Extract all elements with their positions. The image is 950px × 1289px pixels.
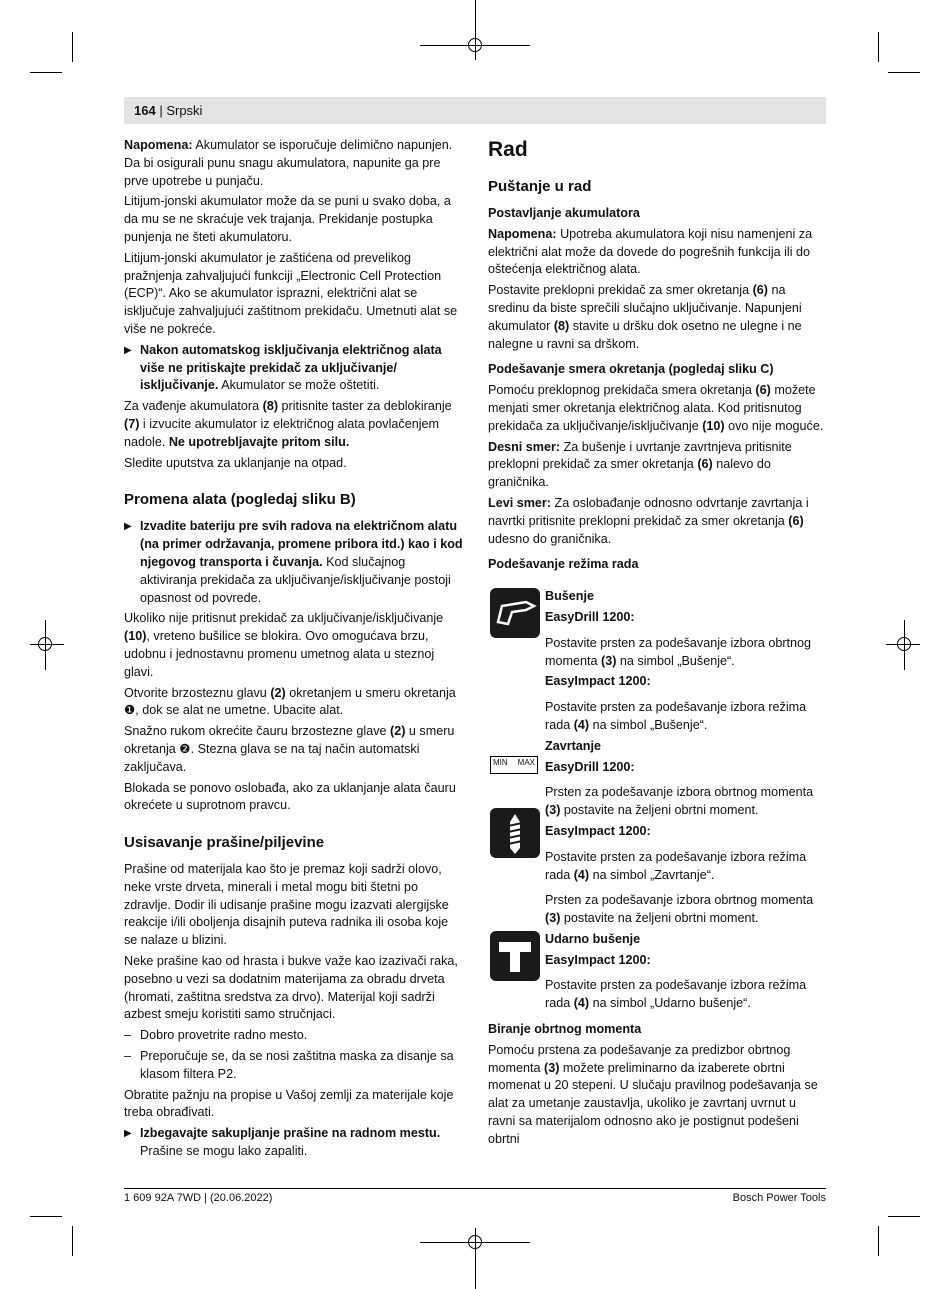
paragraph bbox=[488, 439, 826, 492]
footer-divider bbox=[124, 1188, 826, 1189]
warning-bullet bbox=[124, 1125, 464, 1161]
dash-bullet: – bbox=[124, 1028, 132, 1043]
paragraph bbox=[124, 685, 464, 721]
text: Postavite prsten za podešavanje izbora režima rada bbox=[545, 849, 807, 882]
text: Prsten za podešavanje izbora obrtnog momenta bbox=[545, 893, 814, 908]
page-number: 164 bbox=[134, 103, 156, 118]
mode-model: EasyImpact 1200: bbox=[545, 674, 651, 689]
text: Otvorite brzosteznu glavu bbox=[124, 685, 271, 700]
text: okretanjem u smeru okretanja ❶, dok se alat ne umetne. Ubacite alat. bbox=[124, 685, 456, 718]
note-label: Napomena: bbox=[488, 226, 557, 241]
screw-icon bbox=[490, 808, 540, 858]
list-item-text: Preporučuje se, da se nosi zaštitna maska za disanje sa klasom filtera P2. bbox=[140, 1049, 454, 1081]
crop-mark bbox=[30, 1216, 62, 1217]
text: Pomoću prstena za podešavanje za predizbor obrtnog momenta bbox=[488, 1042, 791, 1075]
registration-mark-icon bbox=[468, 1235, 482, 1249]
registration-mark-icon bbox=[38, 637, 52, 651]
text: stavite u dršku dok osetno ne ulegne i ne nalegne u ravni sa drškom. bbox=[488, 318, 802, 351]
text: možete preliminarno da izaberete obrtni momenat u 20 stepeni. U slučaju pravilnog podešavanja se alat za umetanje zaustavlja, ukoliko je zavrtanj uvrnut u ravni sa materijalom odnosno ako je postignut podešeni obrtni bbox=[488, 1060, 818, 1146]
crop-mark bbox=[30, 72, 62, 73]
ref-number: (3) bbox=[545, 803, 561, 818]
label: Levi smer: bbox=[488, 495, 551, 510]
paragraph bbox=[545, 892, 826, 928]
text: na simbol „Bušenje“. bbox=[616, 653, 735, 668]
text: na simbol „Bušenje“. bbox=[589, 717, 708, 732]
paragraph bbox=[124, 398, 464, 451]
text: Postavite prsten za podešavanje izbora obrtnog momenta bbox=[545, 635, 812, 668]
ref-number: (6) bbox=[755, 383, 771, 398]
footer-doc-id: 1 609 92A 7WD | (20.06.2022) bbox=[124, 1192, 273, 1204]
paragraph bbox=[488, 1042, 826, 1149]
crop-mark bbox=[888, 72, 920, 73]
max-label: MAX bbox=[517, 757, 535, 767]
triangle-bullet-icon: ▶ bbox=[124, 344, 132, 356]
text: na simbol „Zavrtanje“. bbox=[589, 867, 715, 882]
note-label: Napomena: bbox=[124, 138, 193, 152]
page-header: 164 | Srpski bbox=[134, 103, 203, 118]
triangle-bullet-icon: ▶ bbox=[124, 521, 132, 533]
section-heading: Usisavanje prašine/piljevine bbox=[124, 834, 325, 852]
bullet-bold: Izvadite bateriju pre svih radova na električnom alatu (na primer održavanja, promene pribora itd.) kao i kod njegovog transporta i čuvanja. bbox=[140, 519, 463, 569]
bullet-text: Akumulator se može oštetiti. bbox=[218, 378, 380, 393]
note-text: Akumulator se isporučuje delimično napunjen. Da bi osigurali punu snagu akumulatora, napunite ga pre prve upotrebe u punjaču. bbox=[124, 138, 453, 188]
paragraph bbox=[488, 495, 826, 548]
list-item bbox=[124, 1048, 464, 1084]
paragraph: Obratite pažnju na propise u Vašoj zemlji za materijale koje treba obrađivati. bbox=[124, 1087, 454, 1120]
crop-mark bbox=[878, 1226, 879, 1256]
paragraph: Neke prašine kao od hrasta i bukve važe kao izazivači raka, posebno u vezi sa dodatnim materijama za obradu drveta (hromati, zaštitna sredstva za drvo). Materijal koji sadrži azbest smeju koristiti samo stručnjaci. bbox=[124, 954, 458, 1022]
paragraph: Prašine od materijala kao što je premaz koji sadrži olovo, neke vrste drveta, minerali i metal mogu biti štetni po zdravlje. Dodir ili udisanje prašine mogu izazvati alergijske reakcije i/ili oboljenja disajnih puteva radnika ili osoba koje se nalaze u blizini. bbox=[124, 862, 449, 948]
text: Za vađenje akumulatora bbox=[124, 399, 263, 414]
text: Za oslobađanje odnosno odvrtanje zavrtanja i navrtki pritisnite preklopni prekidač za smer okretanja bbox=[488, 495, 809, 528]
paragraph bbox=[124, 723, 464, 776]
crop-mark bbox=[72, 32, 73, 62]
ref-number: (7) bbox=[124, 416, 140, 431]
ref-number: (6) bbox=[697, 457, 713, 472]
paragraph: Blokada se ponovo oslobađa, ako za uklanjanje alata čauru okrećete u suprotnom pravcu. bbox=[124, 780, 456, 813]
note-text: Upotreba akumulatora koji nisu namenjeni za električni alat može da dovede do pogrešnih funkcija ili do oštećenja električnog alata. bbox=[488, 226, 813, 277]
text: postavite na željeni obrtni moment. bbox=[560, 803, 759, 818]
paragraph: Litijum-jonski akumulator može da se puni u svako doba, a da mu se ne skraćuje vek trajanja. Prekidanje postupka punjenja ne šteti akumulatoru. bbox=[124, 194, 451, 244]
text: postavite na željeni obrtni moment. bbox=[560, 911, 759, 926]
mode-title: Udarno bušenje bbox=[545, 931, 641, 946]
mode-model: EasyImpact 1200: bbox=[545, 952, 651, 967]
mode-screwdriving bbox=[488, 738, 826, 928]
mode-model: EasyDrill 1200: bbox=[545, 609, 635, 624]
label: Desni smer: bbox=[488, 439, 561, 454]
bullet-bold: Nakon automatskog isključivanja električnog alata više ne pritiskajte prekidač za uključivanje/ isključivanje. bbox=[140, 342, 442, 393]
section-heading: Promena alata (pogledaj sliku B) bbox=[124, 491, 356, 509]
mode-title: Bušenje bbox=[545, 589, 594, 604]
paragraph: Sledite uputstva za uklanjanje na otpad. bbox=[124, 455, 347, 470]
footer-brand: Bosch Power Tools bbox=[732, 1192, 826, 1204]
list-item-text: Dobro provetrite radno mesto. bbox=[140, 1028, 308, 1043]
ref-number: (2) bbox=[390, 724, 406, 739]
text: Za bušenje i uvrtanje zavrtnjeva pritisnite preklopni prekidač za smer okretanja bbox=[488, 439, 792, 472]
paragraph: Litijum-jonski akumulator je zaštićena od prevelikog pražnjenja zahvaljujući funkciji „Electronic Cell Protection (ECP)“. Ako se akumulator isprazni, električni alat se isključuje zahvaljujući zaštitnom prekidaču. Umetnuti alat se više ne pokreće. bbox=[124, 250, 458, 336]
text: Postavite preklopni prekidač za smer okretanja bbox=[488, 283, 753, 298]
min-label: MIN bbox=[493, 757, 508, 767]
text: Postavite prsten za podešavanje izbora režima rada bbox=[545, 978, 807, 1011]
left-column bbox=[124, 137, 464, 1164]
warning-bullet bbox=[124, 342, 464, 395]
subsection-heading: Biranje obrtnog momenta bbox=[488, 1022, 642, 1037]
chapter-heading: Rad bbox=[488, 138, 528, 161]
ref-number: (4) bbox=[573, 867, 590, 882]
text: u smeru okretanja ❷. Stezna glava se na taj način automatski zaključava. bbox=[124, 724, 455, 774]
registration-mark-icon bbox=[897, 637, 911, 651]
text: pritisnite taster za deblokiranje bbox=[278, 399, 452, 414]
right-column bbox=[488, 137, 826, 1152]
ref-number: (4) bbox=[573, 717, 590, 732]
mode-title: Zavrtanje bbox=[545, 738, 601, 753]
registration-mark-icon bbox=[468, 38, 482, 52]
paragraph bbox=[545, 635, 826, 671]
subsection-heading: Podešavanje režima rada bbox=[488, 557, 639, 572]
subsection-heading: Postavljanje akumulatora bbox=[488, 206, 640, 220]
mode-model: EasyDrill 1200: bbox=[545, 759, 635, 774]
ref-number: (3) bbox=[545, 911, 561, 926]
ref-number: (10) bbox=[124, 629, 147, 644]
text: ovo nije moguće. bbox=[724, 418, 824, 433]
section-heading: Puštanje u rad bbox=[488, 178, 592, 195]
text: Prsten za podešavanje izbora obrtnog momenta bbox=[545, 785, 814, 800]
ref-number: (3) bbox=[544, 1060, 560, 1075]
paragraph bbox=[545, 699, 826, 735]
crop-mark bbox=[72, 1226, 73, 1256]
warning-bullet bbox=[124, 518, 464, 607]
text: , vreteno bušilice se blokira. Ovo omogućava brzu, udobnu i jednostavnu promenu umetnog alata u steznoj glavi. bbox=[124, 629, 435, 679]
drill-icon bbox=[490, 588, 540, 638]
text: Postavite prsten za podešavanje izbora režima rada bbox=[545, 700, 807, 732]
text: nalevo do graničnika. bbox=[488, 457, 771, 490]
mode-impact-drilling bbox=[488, 931, 826, 1013]
bullet-bold: Izbegavajte sakupljanje prašine na radnom mestu. bbox=[140, 1126, 441, 1141]
bold-text: Ne upotrebljavajte pritom silu. bbox=[168, 434, 350, 449]
ref-number: (2) bbox=[270, 685, 286, 700]
ref-number: (3) bbox=[601, 653, 617, 668]
paragraph bbox=[488, 282, 826, 353]
ref-number: (6) bbox=[788, 513, 804, 528]
paragraph bbox=[488, 382, 826, 435]
crop-mark bbox=[888, 1216, 920, 1217]
paragraph bbox=[124, 610, 464, 681]
hammer-icon bbox=[490, 931, 540, 981]
ref-number: (10) bbox=[702, 418, 725, 433]
subsection-heading: Podešavanje smera okretanja (pogledaj sliku C) bbox=[488, 362, 774, 377]
text: udesno do graničnika. bbox=[488, 531, 612, 546]
page-header-bar bbox=[124, 97, 826, 124]
text: možete menjati smer okretanja električnog alata. Kod pritisnutog prekidača za uključivanje/isključivanje bbox=[488, 383, 816, 433]
page-language: Srpski bbox=[166, 103, 203, 118]
crop-mark bbox=[878, 32, 879, 62]
paragraph bbox=[545, 849, 826, 885]
text: na simbol „Udarno bušenje“. bbox=[589, 996, 751, 1011]
text: i izvucite akumulator iz električnog alata povlačenjem nadole. bbox=[124, 416, 439, 449]
ref-number: (6) bbox=[752, 283, 769, 298]
text: Ukoliko nije pritisnut prekidač za uključivanje/isključivanje bbox=[124, 611, 444, 626]
bullet-text: Prašine se mogu lako zapaliti. bbox=[140, 1144, 308, 1159]
mode-model: EasyImpact 1200: bbox=[545, 823, 651, 838]
ref-number: (4) bbox=[573, 996, 590, 1011]
bullet-text: Kod slučajnog aktiviranja prekidača za uključivanje/isključivanje postoji opasnost od povrede. bbox=[140, 554, 451, 605]
dash-bullet: – bbox=[124, 1049, 132, 1064]
min-max-torque-icon bbox=[490, 756, 538, 774]
text: Snažno rukom okrećite čauru brzostezne glave bbox=[124, 724, 391, 739]
mode-drilling bbox=[488, 588, 826, 735]
paragraph bbox=[124, 137, 464, 190]
paragraph bbox=[545, 977, 826, 1013]
text: na sredinu da biste sprečili slučajno uključivanje. Napunjeni akumulator bbox=[488, 283, 802, 333]
text: Pomoću preklopnog prekidača smera okretanja bbox=[488, 383, 756, 398]
triangle-bullet-icon: ▶ bbox=[124, 1128, 132, 1140]
ref-number: (8) bbox=[262, 399, 279, 414]
paragraph bbox=[545, 784, 826, 820]
ref-number: (8) bbox=[553, 318, 570, 333]
list-item bbox=[124, 1027, 464, 1045]
paragraph bbox=[488, 226, 826, 279]
